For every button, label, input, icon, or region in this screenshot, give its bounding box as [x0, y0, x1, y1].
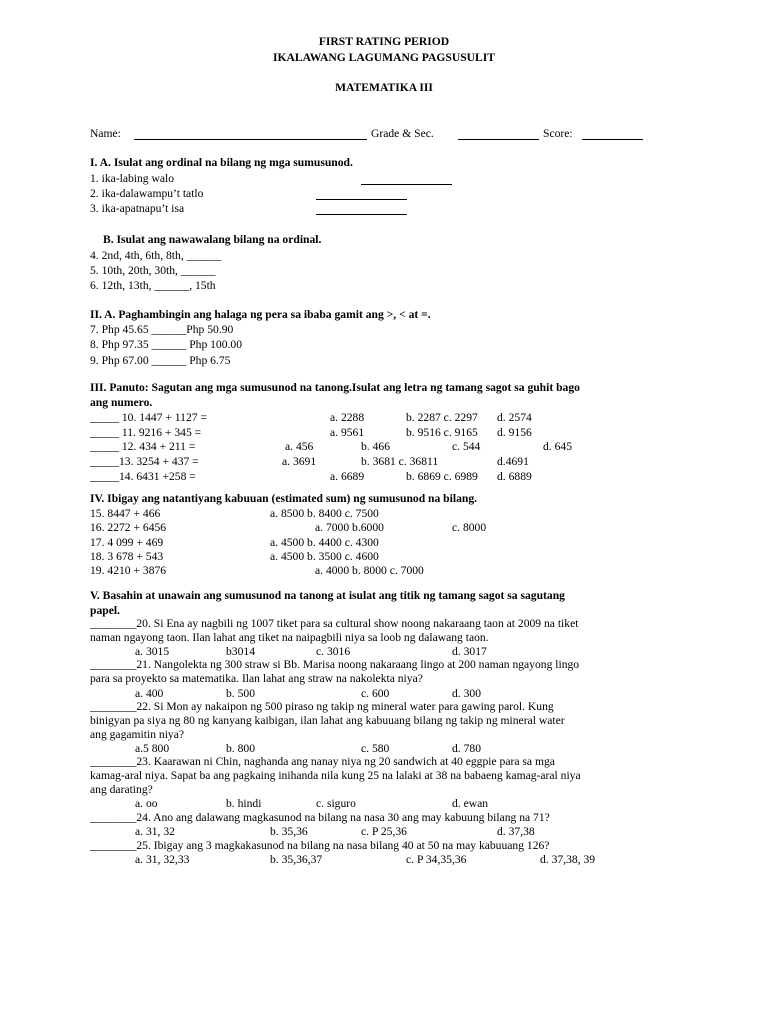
choice: c. P 25,36	[361, 825, 407, 838]
choice: c. 580	[361, 742, 390, 755]
question-text: ________20. Si Ena ay nagbili ng 1007 tiket para sa cultural show noong nakaraang taon at 2009 na tiket	[90, 617, 579, 630]
choice: a. oo	[135, 797, 158, 810]
choice: b. 3681 c. 36811	[361, 455, 439, 468]
choice: a. 3691	[282, 455, 317, 468]
header-test-title: IKALAWANG LAGUMANG PAGSUSULIT	[272, 51, 496, 64]
part3-heading: III. Panuto: Sagutan ang mga sumusunod na tanong.Isulat ang letra ng tamang sagot sa guhit bago	[90, 381, 580, 394]
question-text: _____ 11. 9216 + 345 =	[90, 426, 202, 439]
choice: d. 300	[452, 687, 481, 700]
choice: a. 2288	[330, 411, 365, 424]
choice: b. 9516 c. 9165	[406, 426, 478, 439]
question-text: 19. 4210 + 3876	[90, 564, 167, 577]
header-rating-period: FIRST RATING PERIOD	[318, 35, 450, 48]
list-item: 5. 10th, 20th, 30th, ______	[90, 264, 216, 277]
question-text: _____ 10. 1447 + 1127 =	[90, 411, 207, 424]
choice: a. 6689	[330, 470, 365, 483]
choice: d.4691	[497, 455, 529, 468]
list-item: 8. Php 97.35 ______ Php 100.00	[90, 338, 243, 351]
choice: b3014	[226, 645, 255, 658]
grade-sec-blank[interactable]	[458, 139, 539, 140]
choice: c. 3016	[316, 645, 351, 658]
choice: c. 8000	[452, 521, 487, 534]
question-text: 18. 3 678 + 543	[90, 550, 164, 563]
choice: d. 37,38, 39	[540, 853, 596, 866]
choice: c. P 34,35,36	[406, 853, 467, 866]
grade-sec-label: Grade & Sec.	[371, 127, 434, 140]
name-blank[interactable]	[134, 139, 367, 140]
question-text: 17. 4 099 + 469	[90, 536, 164, 549]
score-blank[interactable]	[582, 139, 643, 140]
part5-heading-cont: papel.	[90, 604, 120, 617]
choice: b. 6869 c. 6989	[406, 470, 478, 483]
choice: c. 600	[361, 687, 390, 700]
question-text: binigyan pa siya ng 80 ng kanyang kaibigan, ilan lahat ang kabuuang bilang ng takip ng mineral water	[90, 714, 565, 727]
part2-heading: II. A. Paghambingin ang halaga ng pera sa ibaba gamit ang >, < at =.	[90, 308, 431, 321]
list-item: 1. ika-labing walo	[90, 172, 175, 185]
choice: a. 7000 b.6000	[315, 521, 384, 534]
part4-heading: IV. Ibigay ang natantiyang kabuuan (estimated sum) ng sumusunod na bilang.	[90, 492, 478, 505]
question-text: ________23. Kaarawan ni Chin, naghanda ang nanay niya ng 20 sandwich at 40 eggpie para sa mga	[90, 755, 555, 768]
choice: d. 9156	[497, 426, 532, 439]
question-text: _____ 12. 434 + 211 =	[90, 440, 196, 453]
choice: d. 2574	[497, 411, 532, 424]
question-text: kamag-aral niya. Sapat ba ang pagkaing inihanda nila kung 25 na lalaki at 38 na babaeng kamag-aral niya	[90, 769, 581, 782]
choice: b. hindi	[226, 797, 262, 810]
choice: a. 4500 b. 4400 c. 4300	[270, 536, 379, 549]
choice: d. 645	[543, 440, 572, 453]
choice: a. 3015	[135, 645, 170, 658]
answer-blank[interactable]	[316, 199, 407, 200]
list-item: 3. ika-apatnapu’t isa	[90, 202, 185, 215]
choice: c. siguro	[316, 797, 356, 810]
part1a-heading: I. A. Isulat ang ordinal na bilang ng mga sumusunod.	[90, 156, 353, 169]
question-text: 16. 2272 + 6456	[90, 521, 167, 534]
question-text: naman ngayong taon. Ilan lahat ang tiket na naipagbili niya sa loob ng dalawang taon.	[90, 631, 489, 644]
question-text: ang darating?	[90, 783, 153, 796]
choice: a. 31, 32	[135, 825, 175, 838]
question-text: 15. 8447 + 466	[90, 507, 161, 520]
choice: a. 31, 32,33	[135, 853, 190, 866]
choice: a. 4000 b. 8000 c. 7000	[315, 564, 424, 577]
choice: b. 35,36	[270, 825, 308, 838]
question-text: ________22. Si Mon ay nakaipon ng 500 piraso ng takip ng mineral water para gawing parol. Kung	[90, 700, 554, 713]
list-item: 4. 2nd, 4th, 6th, 8th, ______	[90, 249, 222, 262]
question-text: ang gagamitin niya?	[90, 728, 185, 741]
choice: a. 9561	[330, 426, 365, 439]
choice: c. 544	[452, 440, 481, 453]
list-item: 6. 12th, 13th, ______, 15th	[90, 279, 216, 292]
choice: a.5 800	[135, 742, 170, 755]
header-subject: MATEMATIKA III	[335, 81, 433, 94]
score-label: Score:	[543, 127, 573, 140]
question-text: ________25. Ibigay ang 3 magkakasunod na bilang na nasa bilang 40 at 50 na may kabuuang 126?	[90, 839, 550, 852]
part5-heading: V. Basahin at unawain ang sumusunod na tanong at isulat ang titik ng tamang sagot sa sagutang	[90, 589, 565, 602]
choice: d. ewan	[452, 797, 489, 810]
list-item: 9. Php 67.00 ______ Php 6.75	[90, 354, 231, 367]
choice: d. 6889	[497, 470, 532, 483]
list-item: 2. ika-dalawampu’t tatlo	[90, 187, 204, 200]
answer-blank[interactable]	[361, 184, 452, 185]
answer-blank[interactable]	[316, 214, 407, 215]
choice: a. 8500 b. 8400 c. 7500	[270, 507, 379, 520]
choice: b. 2287 c. 2297	[406, 411, 478, 424]
choice: b. 466	[361, 440, 390, 453]
part1b-heading: B. Isulat ang nawawalang bilang na ordinal.	[103, 233, 322, 246]
question-text: ________24. Ano ang dalawang magkasunod na bilang na nasa 30 ang may kabuung bilang na 71?	[90, 811, 550, 824]
choice: d. 37,38	[497, 825, 535, 838]
choice: a. 4500 b. 3500 c. 4600	[270, 550, 379, 563]
part3-heading-cont: ang numero.	[90, 396, 153, 409]
choice: d. 780	[452, 742, 481, 755]
name-label: Name:	[90, 127, 121, 140]
choice: a. 456	[285, 440, 314, 453]
choice: a. 400	[135, 687, 164, 700]
list-item: 7. Php 45.65 ______Php 50.90	[90, 323, 234, 336]
choice: b. 500	[226, 687, 255, 700]
choice: b. 35,36,37	[270, 853, 323, 866]
question-text: _____13. 3254 + 437 =	[90, 455, 199, 468]
choice: d. 3017	[452, 645, 487, 658]
question-text: para sa proyekto sa matematika. Ilan lahat ang straw na nakolekta niya?	[90, 672, 423, 685]
choice: b. 800	[226, 742, 255, 755]
question-text: _____14. 6431 +258 =	[90, 470, 196, 483]
question-text: ________21. Nangolekta ng 300 straw si Bb. Marisa noong nakaraang lingo at 200 naman ngayong lingo	[90, 658, 580, 671]
